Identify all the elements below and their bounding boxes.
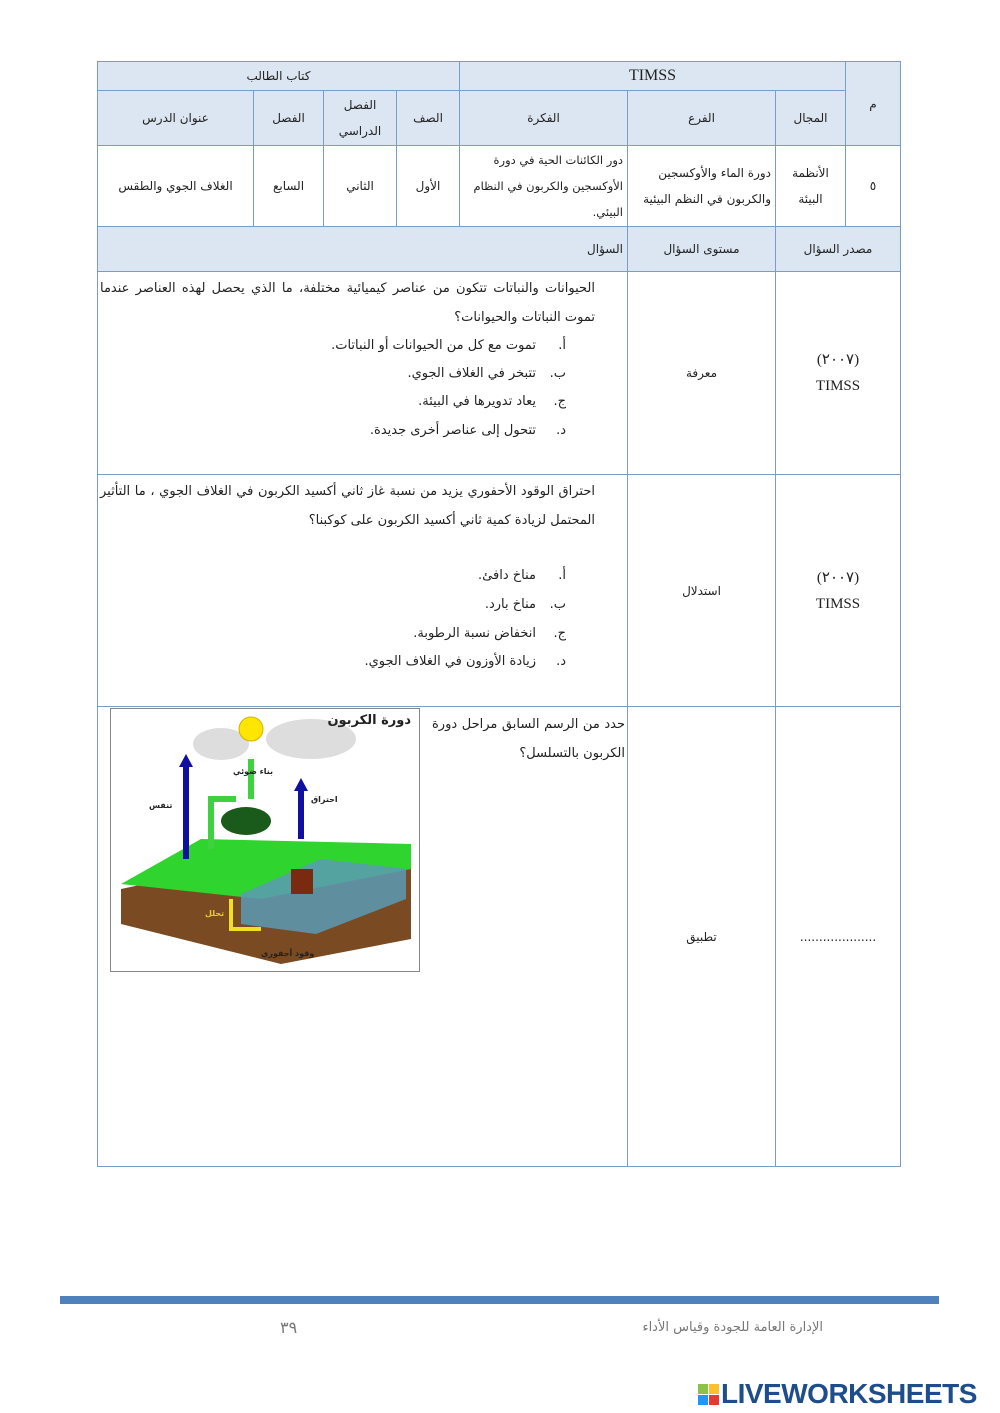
label-respiration: تنفس: [149, 801, 173, 810]
semester-cell: الثاني: [323, 145, 397, 227]
idea-cell: دور الكائنات الحية في دورة الأوكسجين والكربون في النظام البيئي.: [459, 145, 628, 227]
footer-org: الإدارة العامة للجودة وقياس الأداء: [642, 1320, 823, 1335]
option-letter: ج.: [553, 394, 566, 409]
q1-level: معرفة: [627, 271, 776, 475]
timss-header: TIMSS: [459, 61, 846, 91]
branch-header: الفرع: [627, 90, 776, 146]
sun-icon: [239, 717, 263, 741]
option-letter: أ.: [558, 338, 566, 353]
lesson-cell: الغلاف الجوي والطقس: [97, 145, 254, 227]
label-decomposition: تحلل: [205, 909, 225, 918]
diagram-title: دورة الكربون: [327, 713, 411, 728]
branch-cell: دورة الماء والأوكسجين والكربون في النظم البيئية: [627, 145, 776, 227]
carbon-cycle-diagram: [110, 708, 420, 972]
option-text: انخفاض نسبة الرطوبة.: [413, 626, 536, 641]
q2-option-d[interactable]: [364, 654, 566, 669]
q1-option-c[interactable]: [418, 394, 566, 409]
q1-source-name: TIMSS: [815, 378, 861, 394]
option-text: مناخ دافئ.: [478, 568, 536, 583]
col-m-header: م: [845, 61, 901, 146]
diagram-graphic: [111, 709, 419, 971]
q1-text: الحيوانات والنباتات تتكون من عناصر كيميائية مختلفة، ما الذي يحصل لهذه العناصر عندما تموت النباتات والحيوانات؟: [100, 281, 595, 325]
chapter-cell: السابع: [253, 145, 324, 227]
q2-source: [775, 474, 901, 707]
q2-option-b[interactable]: [485, 597, 566, 612]
q3-level: تطبيق: [627, 706, 776, 1167]
student-book-header: كتاب الطالب: [97, 61, 460, 91]
footer-bar: [60, 1296, 939, 1304]
option-text: تتبخر في الغلاف الجوي.: [407, 366, 536, 381]
grade-cell: الأول: [396, 145, 460, 227]
q2-option-c[interactable]: [413, 626, 566, 641]
q1-source: [775, 271, 901, 475]
domain-cell: الأنظمة البيئة: [775, 145, 846, 227]
q3-text: حدد من الرسم السابق مراحل دورة الكربون بالتسلسل؟: [432, 717, 625, 761]
trees-icon: [221, 807, 271, 835]
q2-source-year: (٢٠٠٧): [816, 569, 860, 586]
q1-option-b[interactable]: [407, 366, 566, 381]
option-letter: أ.: [558, 568, 566, 583]
option-text: تموت مع كل من الحيوانات أو النباتات.: [331, 338, 536, 353]
source-header: مصدر السؤال: [775, 226, 901, 272]
q3-source: ....................: [775, 706, 901, 1167]
semester-header: الفصل الدراسي: [323, 90, 397, 146]
page-number: ٣٩: [280, 1318, 298, 1337]
q2-text: احتراق الوقود الأحفوري يزيد من نسبة غاز ثاني أكسيد الكربون في الغلاف الجوي ، ما التأثير المحتمل لزيادة كمية ثاني أكسيد الكربون على كوكبنا؟: [100, 484, 595, 528]
idea-header: الفكرة: [459, 90, 628, 146]
liveworksheets-logo: [698, 1378, 977, 1410]
label-combustion: احتراق: [311, 795, 338, 804]
lesson-header: عنوان الدرس: [97, 90, 254, 146]
chapter-header: الفصل: [253, 90, 324, 146]
q2-source-name: TIMSS: [815, 595, 861, 612]
grade-header: الصف: [396, 90, 460, 146]
label-fossil-fuel: وقود أحفوري: [261, 949, 315, 958]
option-text: مناخ بارد.: [484, 597, 536, 612]
option-text: تتحول إلى عناصر أخرى جديدة.: [369, 423, 536, 438]
option-letter: د.: [556, 423, 566, 438]
q2-level: استدلال: [627, 474, 776, 707]
logo-text: LIVEWORKSHEETS: [721, 1378, 977, 1409]
question-header: السؤال: [97, 226, 628, 272]
option-text: يعاد تدويرها في البيئة.: [418, 394, 536, 409]
q1-option-d[interactable]: [370, 423, 566, 438]
q1-option-a[interactable]: [331, 338, 566, 353]
label-photosynthesis: بناء ضوئي: [233, 767, 273, 776]
option-text: زيادة الأوزون في الغلاف الجوي.: [364, 654, 536, 669]
domain-header: المجال: [775, 90, 846, 146]
level-header: مستوى السؤال: [627, 226, 776, 272]
logo-icon: [698, 1384, 719, 1405]
option-letter: د.: [556, 654, 566, 669]
oil-rig-icon: [291, 869, 313, 894]
option-letter: ب.: [549, 366, 566, 381]
option-letter: ج.: [553, 626, 566, 641]
q2-option-a[interactable]: [478, 568, 566, 583]
option-letter: ب.: [549, 597, 566, 612]
q1-source-year: (٢٠٠٧): [816, 352, 860, 368]
row-number: ٥: [845, 145, 901, 227]
